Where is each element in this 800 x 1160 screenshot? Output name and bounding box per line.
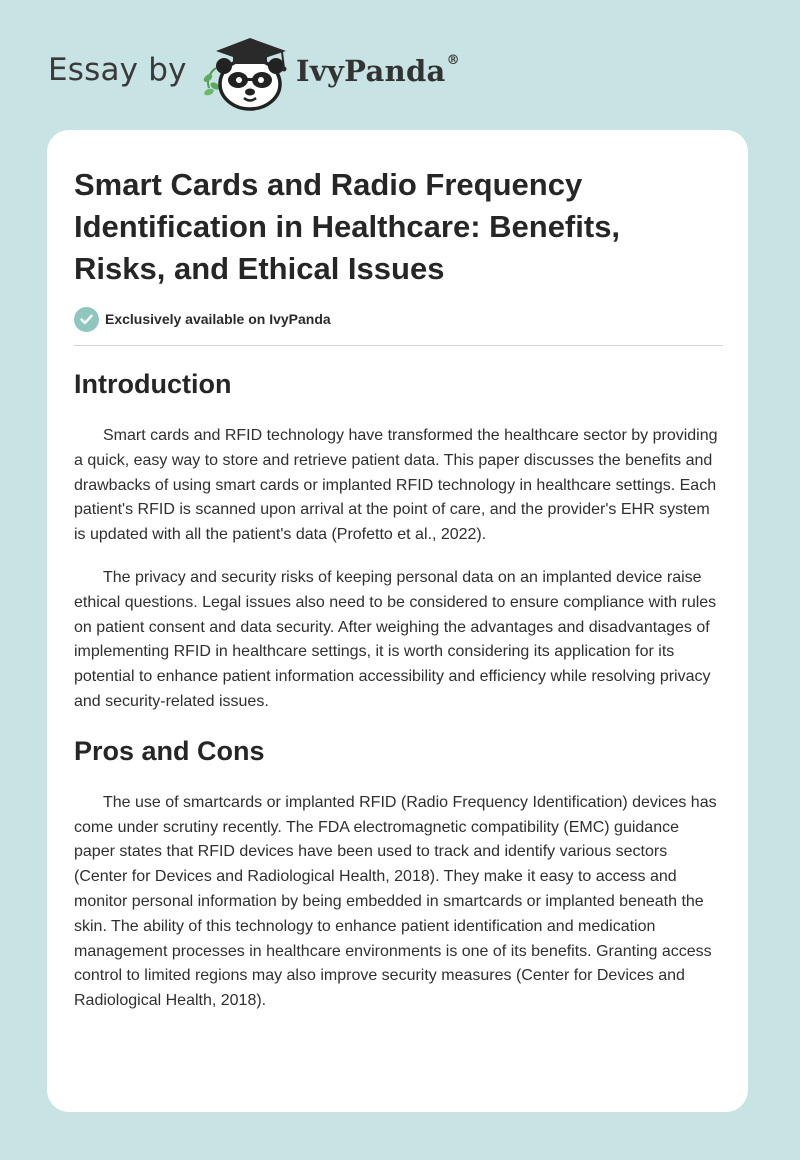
- article-card: [47, 130, 748, 1112]
- exclusive-label: Exclusively available on IvyPanda: [105, 311, 331, 327]
- section-heading-introduction: Introduction: [74, 369, 232, 399]
- brand-prefix: Essay by: [48, 52, 187, 88]
- paragraph: The use of smartcards or implanted RFID (Radio Frequency Identification) devices has come under scrutiny recently. The FDA electromagnetic compatibility (EMC) guidance paper states that RFID devices have been used to track and identify various sectors (Center for Devices and Radiological Health, 2018). They make it easy to access and monitor personal information by being embedded in smartcards or implanted beneath the skin. The ability of this technology to enhance patient identification and medication management processes in healthcare environments is one of its benefits. Granting access control to limited regions may also improve security measures (Center for Devices and Radiological Health, 2018).: [74, 793, 717, 1010]
- exclusive-notice: [74, 306, 331, 332]
- registered-mark: ®: [446, 53, 460, 69]
- article-title: Smart Cards and Radio Frequency Identification in Healthcare: Benefits, Risks, and Ethical Issues: [74, 167, 621, 286]
- check-badge-icon: [74, 307, 99, 332]
- section-heading-pros-and-cons: Pros and Cons: [74, 735, 265, 766]
- brand-name: [296, 54, 460, 88]
- paragraph: The privacy and security risks of keeping personal data on an implanted device raise ethical questions. Legal issues also need to be considered to ensure compliance with rules on patient consent and data security. After weighing the advantages and disadvantages of implementing RFID in healthcare settings, it is worth considering its application for its potential to enhance patient information accessibility and efficiency while resolving privacy and security-related issues.: [74, 568, 717, 710]
- title-divider: [74, 345, 723, 346]
- paragraph: Smart cards and RFID technology have transformed the healthcare sector by providing a quick, easy way to store and retrieve patient data. This paper discusses the benefits and drawbacks of using smart cards or implanted RFID technology in healthcare settings. Each patient's RFID is scanned upon arrival at the point of care, and the provider's EHR system is updated with all the patient's data (Profetto et al., 2022).: [74, 427, 718, 544]
- article-body: [74, 364, 724, 1014]
- panda-graduate-icon: [200, 34, 292, 112]
- brand-name-text: IvyPanda: [296, 54, 446, 88]
- brand-header[interactable]: [48, 34, 488, 114]
